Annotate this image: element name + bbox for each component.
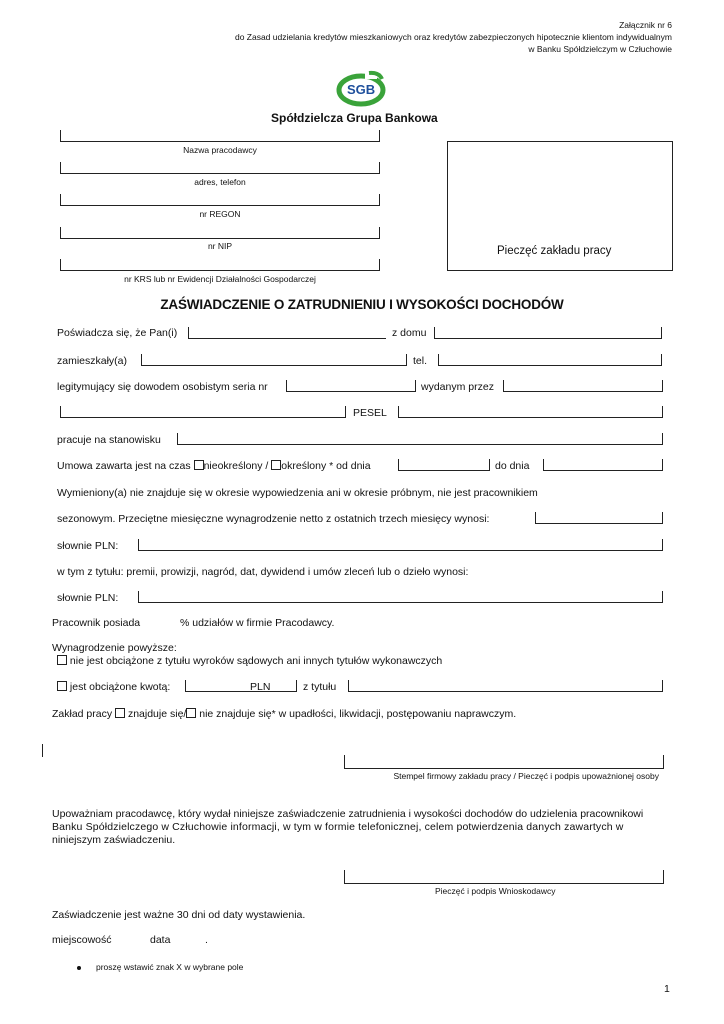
maiden-name-field[interactable] [434,327,662,339]
bank-name-header: w Banku Spółdzielczym w Człuchowie [528,44,672,54]
maiden-name-label: z domu [392,327,427,339]
in-words-label: słownie PLN: [57,540,119,552]
indefinite-checkbox[interactable] [194,460,204,470]
bonuses-in-words-field[interactable] [138,591,663,603]
attachment-number: Załącznik nr 6 [619,20,672,30]
salary-heading: Wynagrodzenie powyższe: [52,642,177,654]
document-title: ZAŚWIADCZENIE O ZATRUDNIENIU I WYSOKOŚCI DOCHODÓW [160,297,564,312]
definite-checkbox[interactable] [271,460,281,470]
validity-note: Zaświadczenie jest ważne 30 dni od daty wystawienia. [52,909,306,921]
full-name-field[interactable] [188,327,386,339]
id-series-field[interactable] [286,380,416,392]
employer-name-label: Nazwa pracodawcy [183,145,257,155]
applicant-signature-label: Pieczęć i podpis Wnioskodawcy [435,886,556,896]
notice-line-1: Wymieniony(a) nie znajduje się w okresie wypowiedzenia ani w okresie próbnym, nie jest pracownikiem [57,487,538,499]
checkbox-instruction: proszę wstawić znak X w wybrane pole [96,962,244,972]
employer-krs-label: nr KRS lub nr Ewidencji Działalności Gospodarczej [124,274,316,284]
employer-regon-label: nr REGON [199,209,241,219]
employer-nip-label: nr NIP [207,241,233,251]
company-not-in-checkbox[interactable] [186,708,196,718]
sgb-logo [335,70,387,108]
issued-by-field[interactable] [503,380,663,392]
date-dot: . [205,934,208,946]
attachment-description: do Zasad udzielania kredytów mieszkaniowych oraz kredytów zabezpieczonych hipotecznie klientom indywidualnym [234,32,672,42]
sgb-logo-text: SGB [347,82,376,97]
company-in-checkbox[interactable] [115,708,125,718]
in-words-label-2: słownie PLN: [57,592,119,604]
applicant-signature-field[interactable] [344,870,664,884]
pesel-label: PESEL [353,407,387,419]
employer-address-field[interactable] [60,162,380,174]
consent-line-1: Upoważniam pracodawcę, który wydał niniejsze zaświadczenie zatrudnienia i wysokości dochodów do udzielenia pracownikowi [52,808,644,820]
phone-field[interactable] [438,354,662,366]
not-encumbered-checkbox[interactable] [57,655,67,665]
position-label: pracuje na stanowisku [57,434,161,446]
company-status-line [52,708,516,720]
encumbrance-amount-field[interactable] [185,680,297,692]
tel-label: tel. [413,355,428,367]
employer-signature-field[interactable] [344,755,664,769]
company-prefix: Zakład pracy [52,708,113,720]
margin-mark [42,744,43,757]
title-of-label: z tytułu [303,681,337,693]
company-in-label: znajduje się/ [127,708,187,720]
id-continuation-field[interactable] [60,406,346,418]
until-label: do dnia [495,460,530,472]
notice-line-2: sezonowym. Przeciętne miesięczne wynagrodzenie netto z ostatnich trzech miesięcy wynosi: [57,513,490,525]
pln-label: PLN [250,681,271,693]
certifies-label: Poświadcza się, że Pan(i) [57,327,178,339]
residing-label: zamieszkały(a) [57,355,128,367]
encumbered-checkbox[interactable] [57,681,67,691]
id-document-label: legitymujący się dowodem osobistym seria nr [57,381,268,393]
not-encumbered-line [57,655,442,667]
contract-line [57,460,371,472]
issued-by-label: wydanym przez [421,381,494,393]
consent-line-2: Banku Spółdzielczego w Człuchowie informacji, w tym w formie telefonicznej, celem potwierdzenia danych zawartych w [52,821,624,833]
employer-stamp-label: Pieczęć zakładu pracy [497,245,612,257]
salary-in-words-field[interactable] [138,539,663,551]
not-encumbered-label: nie jest obciążone z tytułu wyroków sądowych ani innych tytułów wykonawczych [69,655,443,667]
company-not-in-label: nie znajduje się* w upadłości, likwidacji, postępowaniu naprawczym. [199,708,517,720]
bank-group-name: Spółdzielcza Grupa Bankowa [271,111,438,125]
indefinite-label: nieokreślony / [203,460,269,472]
encumbered-line [57,681,170,693]
employer-regon-field[interactable] [60,194,380,206]
bonuses-label: w tym z tytułu: premii, prowizji, nagród, dat, dywidend i umów zleceń lub o dzieło wynosi: [57,566,469,578]
page-number: 1 [664,983,670,995]
position-field[interactable] [177,433,663,445]
pesel-field[interactable] [398,406,663,418]
address-field[interactable] [141,354,407,366]
encumbrance-title-field[interactable] [348,680,663,692]
note-bullet [77,966,81,970]
employer-signature-label: Stempel firmowy zakładu pracy / Pieczęć i podpis upoważnionej osoby [393,771,659,781]
place-label: miejscowość [52,934,112,946]
contract-from-field[interactable] [398,459,490,471]
shares-label: % udziałów w firmie Pracodawcy. [180,617,335,629]
contract-until-field[interactable] [543,459,663,471]
contract-prefix: Umowa zawarta jest na czas [57,460,191,472]
consent-line-3: niniejszym zaświadczeniu. [52,834,176,846]
employer-krs-field[interactable] [60,259,380,271]
encumbered-label: jest obciążone kwotą: [69,681,171,693]
employer-name-field[interactable] [60,130,380,142]
owns-label: Pracownik posiada [52,617,141,629]
definite-label: określony * od dnia [281,460,371,472]
employer-address-label: adres, telefon [194,177,246,187]
net-salary-field[interactable] [535,512,663,524]
employer-nip-field[interactable] [60,227,380,239]
date-label: data [150,934,171,946]
